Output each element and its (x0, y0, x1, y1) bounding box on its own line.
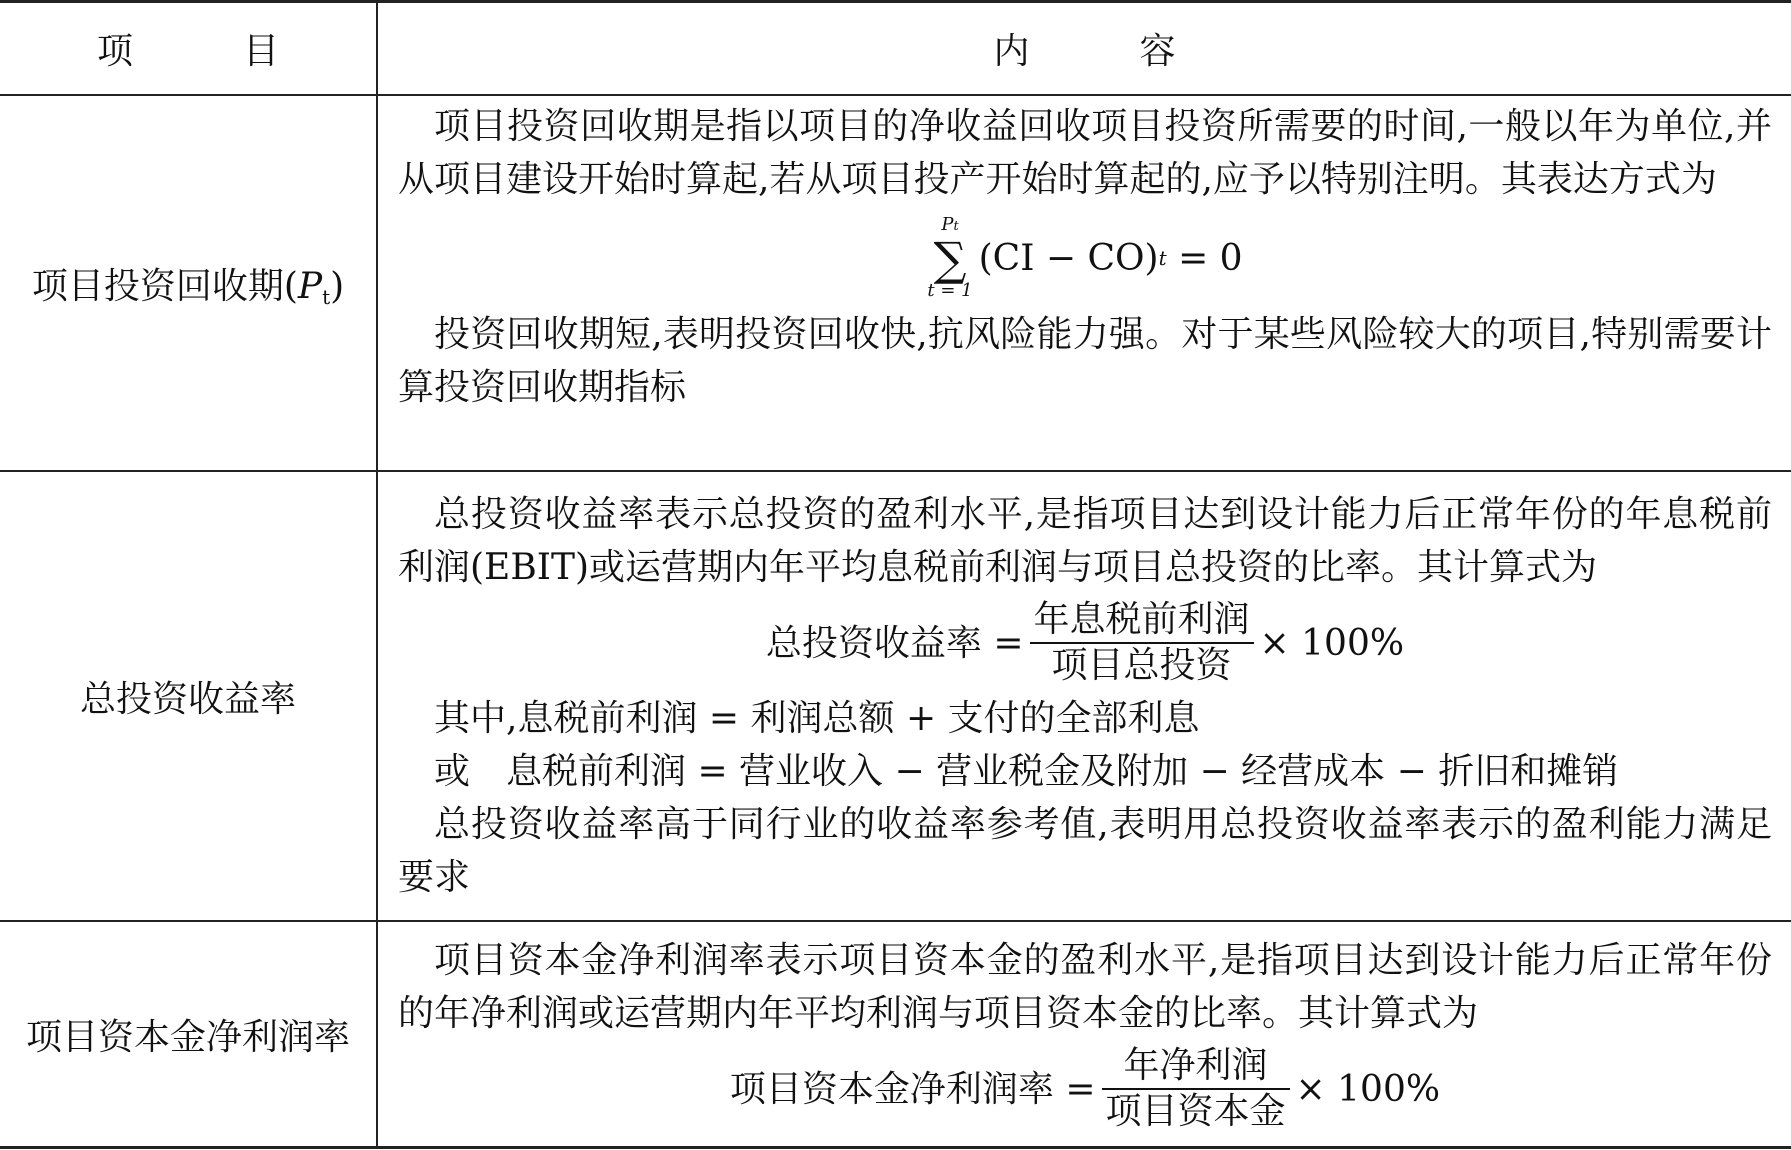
roi-denominator: 项目总投资 (1051, 645, 1232, 686)
roe-formula (398, 1040, 1772, 1138)
header-content-char1: 内 (993, 30, 1030, 72)
header-content (378, 0, 1791, 96)
row1-item (0, 96, 376, 470)
column-divider (376, 0, 378, 1149)
sum-upper-sub: t (953, 219, 959, 234)
ebit-definition-1: 其中,息税前利润 = 利润总额 + 支付的全部利息 (434, 698, 1200, 739)
row3-item-label: 项目资本金净利润率 (25, 1016, 350, 1058)
roe-lhs: 项目资本金净利润率 = (729, 1068, 1096, 1110)
roe-fraction (1102, 1044, 1290, 1134)
header-item (0, 0, 376, 96)
summation (927, 215, 972, 301)
sum-lower: t = 1 (927, 280, 973, 301)
row3-definition: 项目资本金净利润率表示项目资本金的盈利水平,是指项目达到设计能力后正常年份的年净利润或运营期内年平均利润与项目资本金的比率。其计算式为 (398, 940, 1772, 1034)
roe-multiplier: × 100% (1295, 1068, 1441, 1110)
row1-content (398, 100, 1772, 414)
roi-multiplier: × 100% (1259, 622, 1405, 664)
roe-denominator: 项目资本金 (1105, 1091, 1286, 1132)
row1-definition: 项目投资回收期是指以项目的净收益回收项目投资所需要的时间,一般以年为单位,并从项目建设开始时算起,若从项目投产开始时算起的,应予以特别注明。其表达方式为 (398, 106, 1772, 200)
roi-fraction (1030, 598, 1254, 688)
table-bottom-rule (0, 1146, 1791, 1149)
row3-item (0, 922, 376, 1146)
header-item-char2: 目 (243, 30, 280, 72)
row2-item-label: 总投资收益率 (79, 678, 296, 720)
row2-conclusion: 总投资收益率高于同行业的收益率参考值,表明用总投资收益率表示的盈利能力满足要求 (398, 804, 1772, 898)
header-content-char2: 容 (1139, 30, 1176, 72)
payback-formula (398, 210, 1772, 306)
formula-rhs: = 0 (1178, 237, 1243, 279)
row1-conclusion: 投资回收期短,表明投资回收快,抗风险能力强。对于某些风险较大的项目,特别需要计算投资回收期指标 (398, 314, 1772, 408)
roi-numerator: 年息税前利润 (1030, 598, 1254, 644)
row1-item-close: ) (330, 265, 345, 307)
row1-item-sub: t (322, 284, 331, 309)
row2-content (398, 488, 1772, 904)
header-item-char1: 项 (96, 30, 133, 72)
sum-upper: P (941, 214, 954, 235)
roi-lhs: 总投资收益率 = (765, 622, 1024, 664)
sigma-icon: ∑ (933, 232, 967, 286)
roe-numerator: 年净利润 (1102, 1044, 1290, 1090)
row2-item (0, 472, 376, 920)
row1-item-symbol: P (297, 265, 323, 307)
row2-definition: 总投资收益率表示总投资的盈利水平,是指项目达到设计能力后正常年份的年息税前利润(EBIT)或运营期内年平均息税前利润与项目总投资的比率。其计算式为 (398, 494, 1772, 588)
roi-formula (398, 594, 1772, 692)
cash-flow-expr: (CI − CO) (978, 237, 1159, 279)
row1-item-label: 项目投资回收期( (31, 265, 298, 307)
ebit-definition-2: 或 息税前利润 = 营业收入 − 营业税金及附加 − 经营成本 − 折旧和摊销 (434, 751, 1619, 792)
cash-flow-sub: t (1158, 245, 1167, 270)
row3-content (398, 934, 1772, 1138)
